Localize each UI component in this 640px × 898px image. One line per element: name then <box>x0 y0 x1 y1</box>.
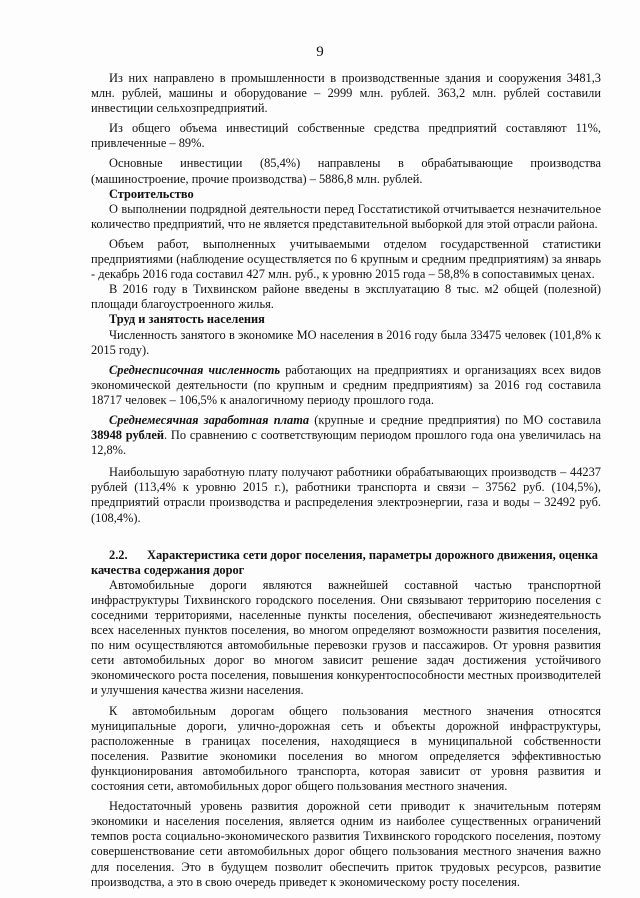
paragraph-roads-importance: Автомобильные дороги являются важнейшей составной частью транспортной инфраструктуры Тихвинского городского поселения. Они связывают территорию поселения с соседними территориями, населенные пункты поселения, обеспечивают жизнедеятельность всех населенных пунктов поселения, во многом определяют возможности развития поселения, по ним осуществляются автомобильные перевозки грузов и пассажиров. От уровня развития сети автомобильных дорог во многом зависит решение задач достижения устойчивого экономического роста поселения, повышения конкурентоспособности местных производителей и улучшения качества жизни населения. <box>91 577 601 698</box>
paragraph-contract-activity: О выполнении подрядной деятельности перед Госстатистикой отчитывается незначительное количество предприятий, что не является представительной выборкой для этой отрасли района. <box>91 201 601 231</box>
paragraph-employment: Численность занятого в экономике МО населения в 2016 году была 33475 человек (101,8% к 2015 году). <box>91 327 601 357</box>
average-salary-value: 38948 рублей <box>91 428 165 443</box>
paragraph-housing: В 2016 году в Тихвинском районе введены в эксплуатацию 8 тыс. м2 общей (полезной) площади благоустроенного жилья. <box>91 282 601 312</box>
average-headcount-text: работающих на предприятиях и организациях всех видов экономической деятельности (по крупным и средним предприятиям) за 2016 год составила 18717 человек – 106,5% к аналогичному периоду прошлого года. <box>91 362 601 407</box>
section-title-part-1: Характеристика сети дорог поселения, параметры дорожного движения, оценка <box>147 547 598 562</box>
page-number: 9 <box>316 44 324 60</box>
paragraph-highest-salaries: Наибольшую заработную плату получают работники обрабатывающих производств – 44237 рублей (113,4% к уровню 2015 г.), работники транспорта и связи – 37562 руб. (104,5%), предприятий отрасли производства и распределения электроэнергии, газа и воды – 32492 руб. (108,4%). <box>91 465 601 525</box>
average-salary-text: (крупные и средние предприятия) по МО составила <box>309 412 601 427</box>
section-heading-line-1 <box>91 548 601 563</box>
section-title-part-2: качества содержания дорог <box>91 562 245 577</box>
paragraph-average-salary <box>91 413 601 458</box>
paragraph-works-volume: Объем работ, выполненных учитываемыми отделом государственной статистики предприятиями (наблюдение осуществляется по 6 крупным и средним предприятиям) за январь - декабрь 2016 года составил 427 млн. руб., к уровню 2015 года – 58,8% в сопоставимых ценах. <box>91 236 601 282</box>
term-average-headcount: Среднесписочная численность <box>109 362 281 377</box>
paragraph-roads-development: Недостаточный уровень развития дорожной сети приводит к значительным потерям экономики и населения поселения, является одним из наиболее существенных ограничений темпов роста социально-экономического развития Тихвинского городского поселения, поэтому совершенствование сети автомобильных дорог общего пользования местного значения важно для поселения. Это в будущем позволит обеспечить приток трудовых ресурсов, развитие производства, а это в свою очередь приведет к экономическому росту поселения. <box>91 799 601 889</box>
paragraph-roads-local: К автомобильным дорогам общего пользования местного значения относятся муниципальные дороги, улично-дорожная сеть и объекты дорожной инфраструктуры, расположенные в границах поселения, находящиеся в муниципальной собственности поселения. Развитие экономики поселения во многом определяется эффективностью функционирования автомобильного транспорта, которая зависит от уровня развития и состояния сети, автомобильных дорог общего пользования местного значения. <box>91 703 601 794</box>
document-body <box>91 71 601 890</box>
heading-labor: Труд и занятость населения <box>109 312 265 327</box>
heading-construction: Строительство <box>109 186 194 201</box>
term-average-salary: Среднемесячная заработная плата <box>109 412 310 427</box>
section-heading-2-2 <box>91 548 601 578</box>
paragraph-main-investments: Основные инвестиции (85,4%) направлены в обрабатывающие производства (машиностроение, прочие производства) – 5886,8 млн. рублей. <box>91 156 601 186</box>
section-number: 2.2. <box>109 547 128 562</box>
paragraph-average-headcount <box>91 363 601 408</box>
average-salary-tail: . По сравнению с соответствующим периодом прошлого года она увеличилась на 12,8%. <box>91 428 601 458</box>
paragraph-investments-industry: Из них направлено в промышленности в производственные здания и сооружения 3481,3 млн. рублей, машины и оборудование – 2999 млн. рублей. 363,2 млн. рублей составили инвестиции сельхозпредприятий. <box>91 71 601 116</box>
paragraph-own-funds: Из общего объема инвестиций собственные средства предприятий составляют 11%, привлеченные – 89%. <box>91 121 601 151</box>
